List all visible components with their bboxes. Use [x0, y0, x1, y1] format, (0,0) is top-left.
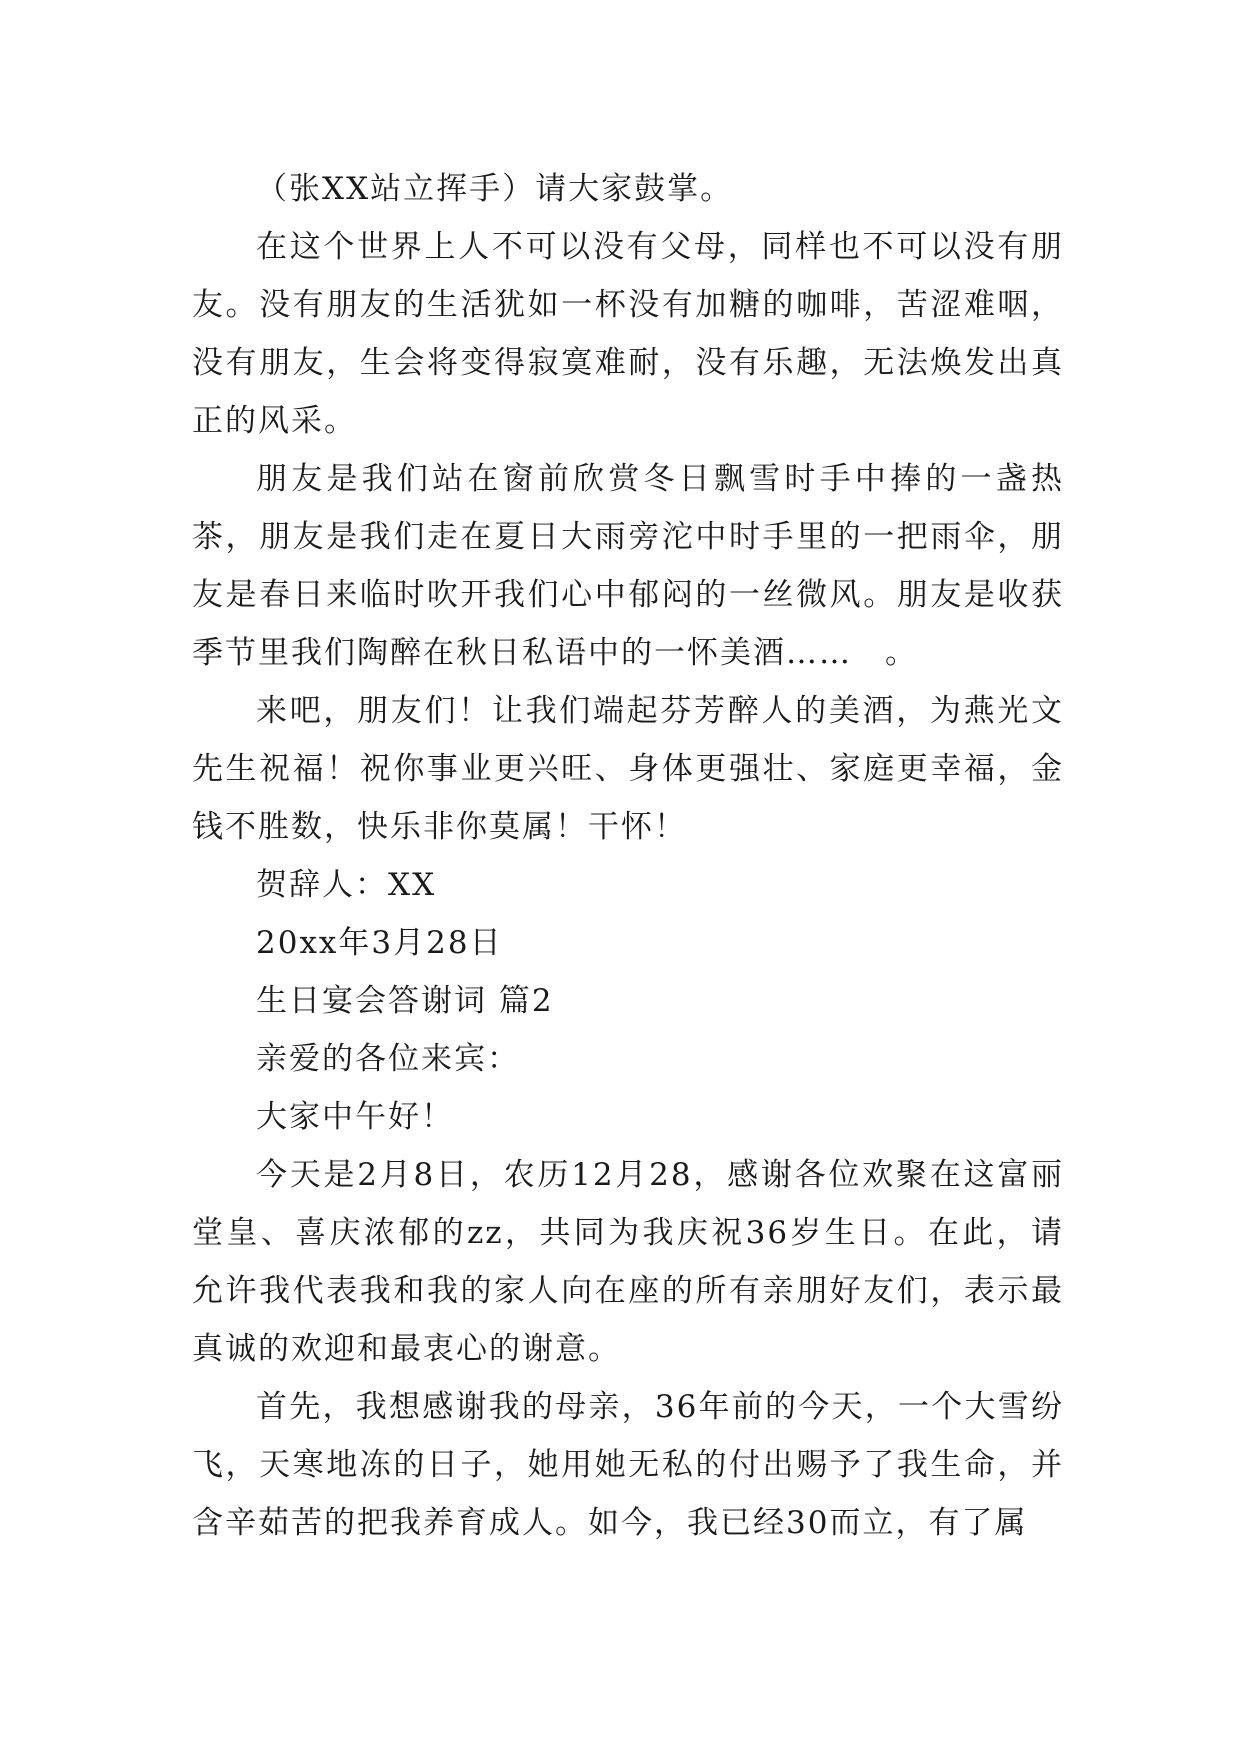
paragraph-toast: 来吧，朋友们！让我们端起芬芳醉人的美酒，为燕光文先生祝福！祝你事业更兴旺、身体更强壮、家庭更幸福，金钱不胜数，快乐非你莫属！干怀！ — [192, 693, 1064, 845]
greeting-line: 亲爱的各位来宾： — [256, 1041, 520, 1077]
paragraph-thanks-mother: 首先，我想感谢我的母亲，36年前的今天，一个大雪纷飞，天寒地冻的日子，她用她无私的付出赐予了我生命，并含辛茹苦的把我养育成人。如今，我已经30而立，有了属 — [192, 1389, 1064, 1541]
salutation-line: 大家中午好！ — [256, 1099, 454, 1135]
paragraph-friends-metaphor: 朋友是我们站在窗前欣赏冬日飘雪时手中捧的一盏热茶，朋友是我们走在夏日大雨旁沱中时手里的一把雨伞，朋友是春日来临时吹开我们心中郁闷的一丝微风。朋友是收获季节里我们陶醉在秋日私语中的一怀美酒…… 。 — [192, 461, 1064, 671]
paragraph-applause: （张XX站立挥手）请大家鼓掌。 — [256, 171, 734, 207]
date-line: 20xx年3月28日 — [256, 925, 503, 961]
paragraph-friends-parents: 在这个世界上人不可以没有父母，同样也不可以没有朋友。没有朋友的生活犹如一杯没有加糖的咖啡，苦涩难咽，没有朋友，生会将变得寂寞难耐，没有乐趣，无法焕发出真正的风采。 — [192, 229, 1064, 439]
document-body — [192, 160, 1064, 1552]
paragraph-thanks-guests: 今天是2月8日，农历12月28，感谢各位欢聚在这富丽堂皇、喜庆浓郁的zz，共同为我庆祝36岁生日。在此，请允许我代表我和我的家人向在座的所有亲朋好友们，表示最真诚的欢迎和最衷心的谢意。 — [192, 1157, 1064, 1367]
section-title: 生日宴会答谢词 篇2 — [256, 983, 554, 1019]
signature-line: 贺辞人：XX — [256, 867, 437, 903]
